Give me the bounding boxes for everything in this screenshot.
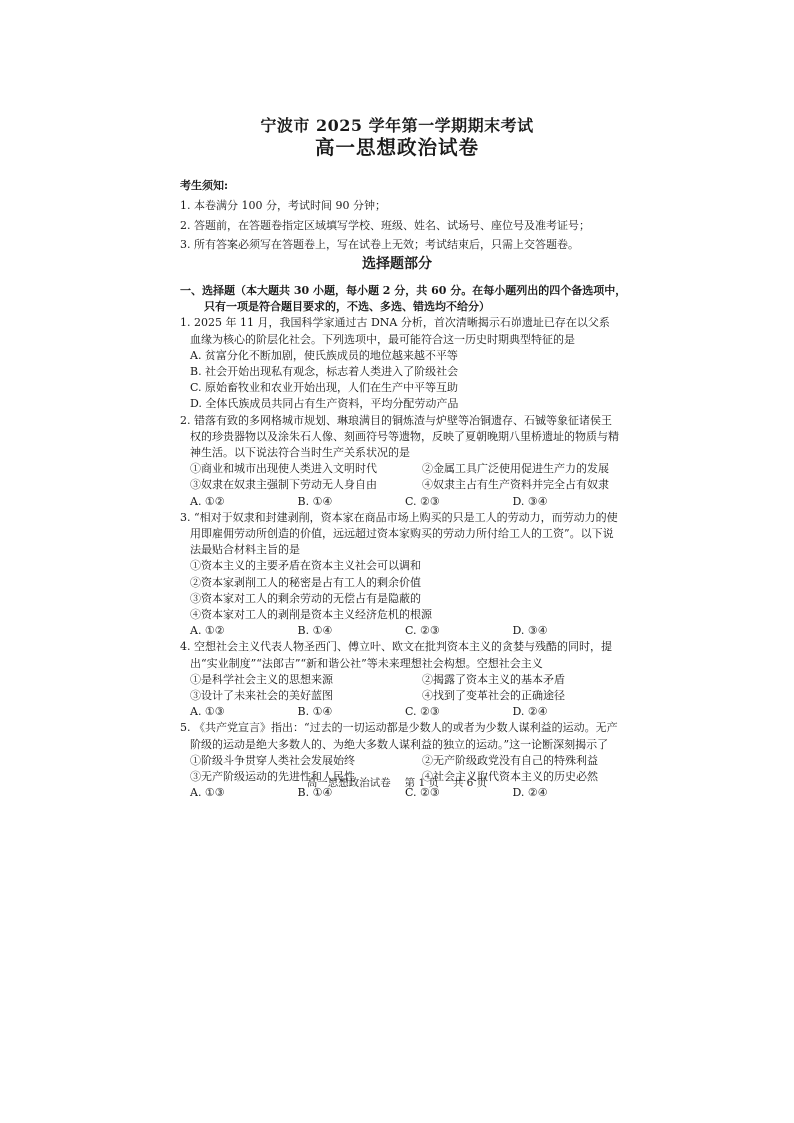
statement-row <box>180 672 620 688</box>
notice-item: 1. 本卷满分 100 分，考试时间 90 分钟； <box>180 199 386 213</box>
answer-choice: B. ①④ <box>297 705 333 719</box>
question-stem: 5. 《共产党宣言》指出：“过去的一切运动都是少数人的或者为少数人谋利益的运动。无产阶级的运动是绝大多数人的、为绝大多数人谋利益的独立的运动。”这一论断深刻揭示了 <box>180 721 618 751</box>
answer-choice: B. ①④ <box>297 786 333 800</box>
question-stem: 3. “相对于奴隶和封建剥削，资本家在商品市场上购买的只是工人的劳动力，而劳动力的使用即雇佣劳动所创造的价值，远远超过资本家购买的劳动力所付给工人的工资”。以下说法最贴合材料主旨的是 <box>180 510 618 557</box>
paper-title: 高一思想政治试卷 <box>314 136 479 159</box>
statement: ④社会主义取代资本主义的历史必然 <box>422 770 598 784</box>
answer-row <box>180 494 620 510</box>
statement: ④找到了变革社会的正确途径 <box>422 689 565 703</box>
statement-row <box>180 461 620 477</box>
statement: ②揭露了资本主义的基本矛盾 <box>422 672 565 686</box>
answer-choice: C. ②③ <box>405 705 440 719</box>
answer-row <box>180 704 620 720</box>
statement: ①阶级斗争贯穿人类社会发展始终 <box>190 753 355 767</box>
question-2 <box>180 413 620 510</box>
option: A. 贫富分化不断加剧，使氏族成员的地位越来越不平等 <box>190 348 458 362</box>
answer-choice: C. ②③ <box>405 624 440 638</box>
question-stem: 1. 2025 年 11 月，我国科学家通过古 DNA 分析，首次清晰揭示石峁遗址已存在以父系血缘为核心的阶层化社会。下列选项中，最可能符合这一历史时期典型特征的是 <box>180 316 610 346</box>
answer-choice: D. ③④ <box>512 494 548 508</box>
question-4 <box>180 639 620 720</box>
statement: ①是科学社会主义的思想来源 <box>190 672 333 686</box>
notice-block <box>180 178 620 256</box>
section-title: 选择题部分 <box>362 256 432 272</box>
statement: ④资本家对工人的剥削是资本主义经济危机的根源 <box>190 608 432 622</box>
answer-choice: A. ①② <box>190 624 225 638</box>
statement: ③资本家对工人的剩余劳动的无偿占有是隐蔽的 <box>190 591 421 605</box>
statement: ①资本主义的主要矛盾在资本主义社会可以调和 <box>190 559 421 573</box>
statement: ②资本家剥削工人的秘密是占有工人的剩余价值 <box>190 575 421 589</box>
notice-item: 3. 所有答案必须写在答题卷上，写在试卷上无效；考试结束后，只需上交答题卷。 <box>180 237 579 251</box>
statement-row <box>180 753 620 769</box>
answer-choice: C. ②③ <box>405 494 440 508</box>
instruction-line: 只有一项是符合题目要求的，不选、多选、错选均不给分） <box>204 300 490 314</box>
answer-choice: D. ②④ <box>512 786 548 800</box>
statement: ②无产阶级政党没有自己的特殊利益 <box>422 753 598 767</box>
answer-choice: A. ①③ <box>190 786 225 800</box>
statement-row <box>180 688 620 704</box>
answer-choice: D. ③④ <box>512 624 548 638</box>
option: C. 原始畜牧业和农业开始出现，人们在生产中平等互助 <box>190 381 459 395</box>
statement: ④奴隶主占有生产资料并完全占有奴隶 <box>422 478 609 492</box>
statement: ③奴隶在奴隶主强制下劳动无人身自由 <box>190 478 377 492</box>
exam-title: 宁波市 2025 学年第一学期期末考试 <box>260 116 534 135</box>
question-1 <box>180 315 620 412</box>
section-instruction <box>180 283 627 315</box>
notice-item: 2. 答题前，在答题卷指定区域填写学校、班级、姓名、试场号、座位号及准考证号； <box>180 218 590 232</box>
statement: ②金属工具广泛使用促进生产力的发展 <box>422 462 609 476</box>
notice-heading: 考生须知: <box>180 179 229 192</box>
page-footer: 高一思想政治试卷 第 1 页 共 6 页 <box>306 777 488 789</box>
statement: ③无产阶级运动的先进性和人民性 <box>190 770 355 784</box>
question-list <box>180 283 627 802</box>
answer-choice: B. ①④ <box>297 494 333 508</box>
answer-choice: D. ②④ <box>512 705 548 719</box>
answer-choice: A. ①③ <box>190 705 225 719</box>
statement: ①商业和城市出现使人类进入文明时代 <box>190 462 377 476</box>
answer-choice: A. ①② <box>190 494 225 508</box>
question-stem: 2. 错落有致的多网格城市规划、琳琅满目的铜炼渣与炉壁等冶铜遗存、石铖等象征诸侯王权的珍贵器物以及涂朱石人像、刻画符号等遗物，反映了夏朝晚期八里桥遗址的物质与精神生活。以下说法符合当时生产关系状况的是 <box>180 413 619 460</box>
statement-row <box>180 477 620 493</box>
answer-choice: C. ②③ <box>405 786 440 800</box>
option: D. 全体氏族成员共同占有生产资料，平均分配劳动产品 <box>190 397 459 411</box>
option: B. 社会开始出现私有观念，标志着人类进入了阶级社会 <box>190 365 459 379</box>
statement: ③设计了未来社会的美好蓝图 <box>190 689 333 703</box>
instruction-line: 一、选择题（本大题共 30 小题，每小题 2 分，共 60 分。在每小题列出的四个备选项中， <box>180 284 627 297</box>
answer-row <box>180 623 620 639</box>
question-3 <box>180 510 620 640</box>
question-stem: 4. 空想社会主义代表人物圣西门、傅立叶、欧文在批判资本主义的贪婪与残酷的同时，提出“实业制度”“法郎吉”“新和谐公社”等未来理想社会构想。空想社会主义 <box>180 640 612 670</box>
answer-choice: B. ①④ <box>297 624 333 638</box>
